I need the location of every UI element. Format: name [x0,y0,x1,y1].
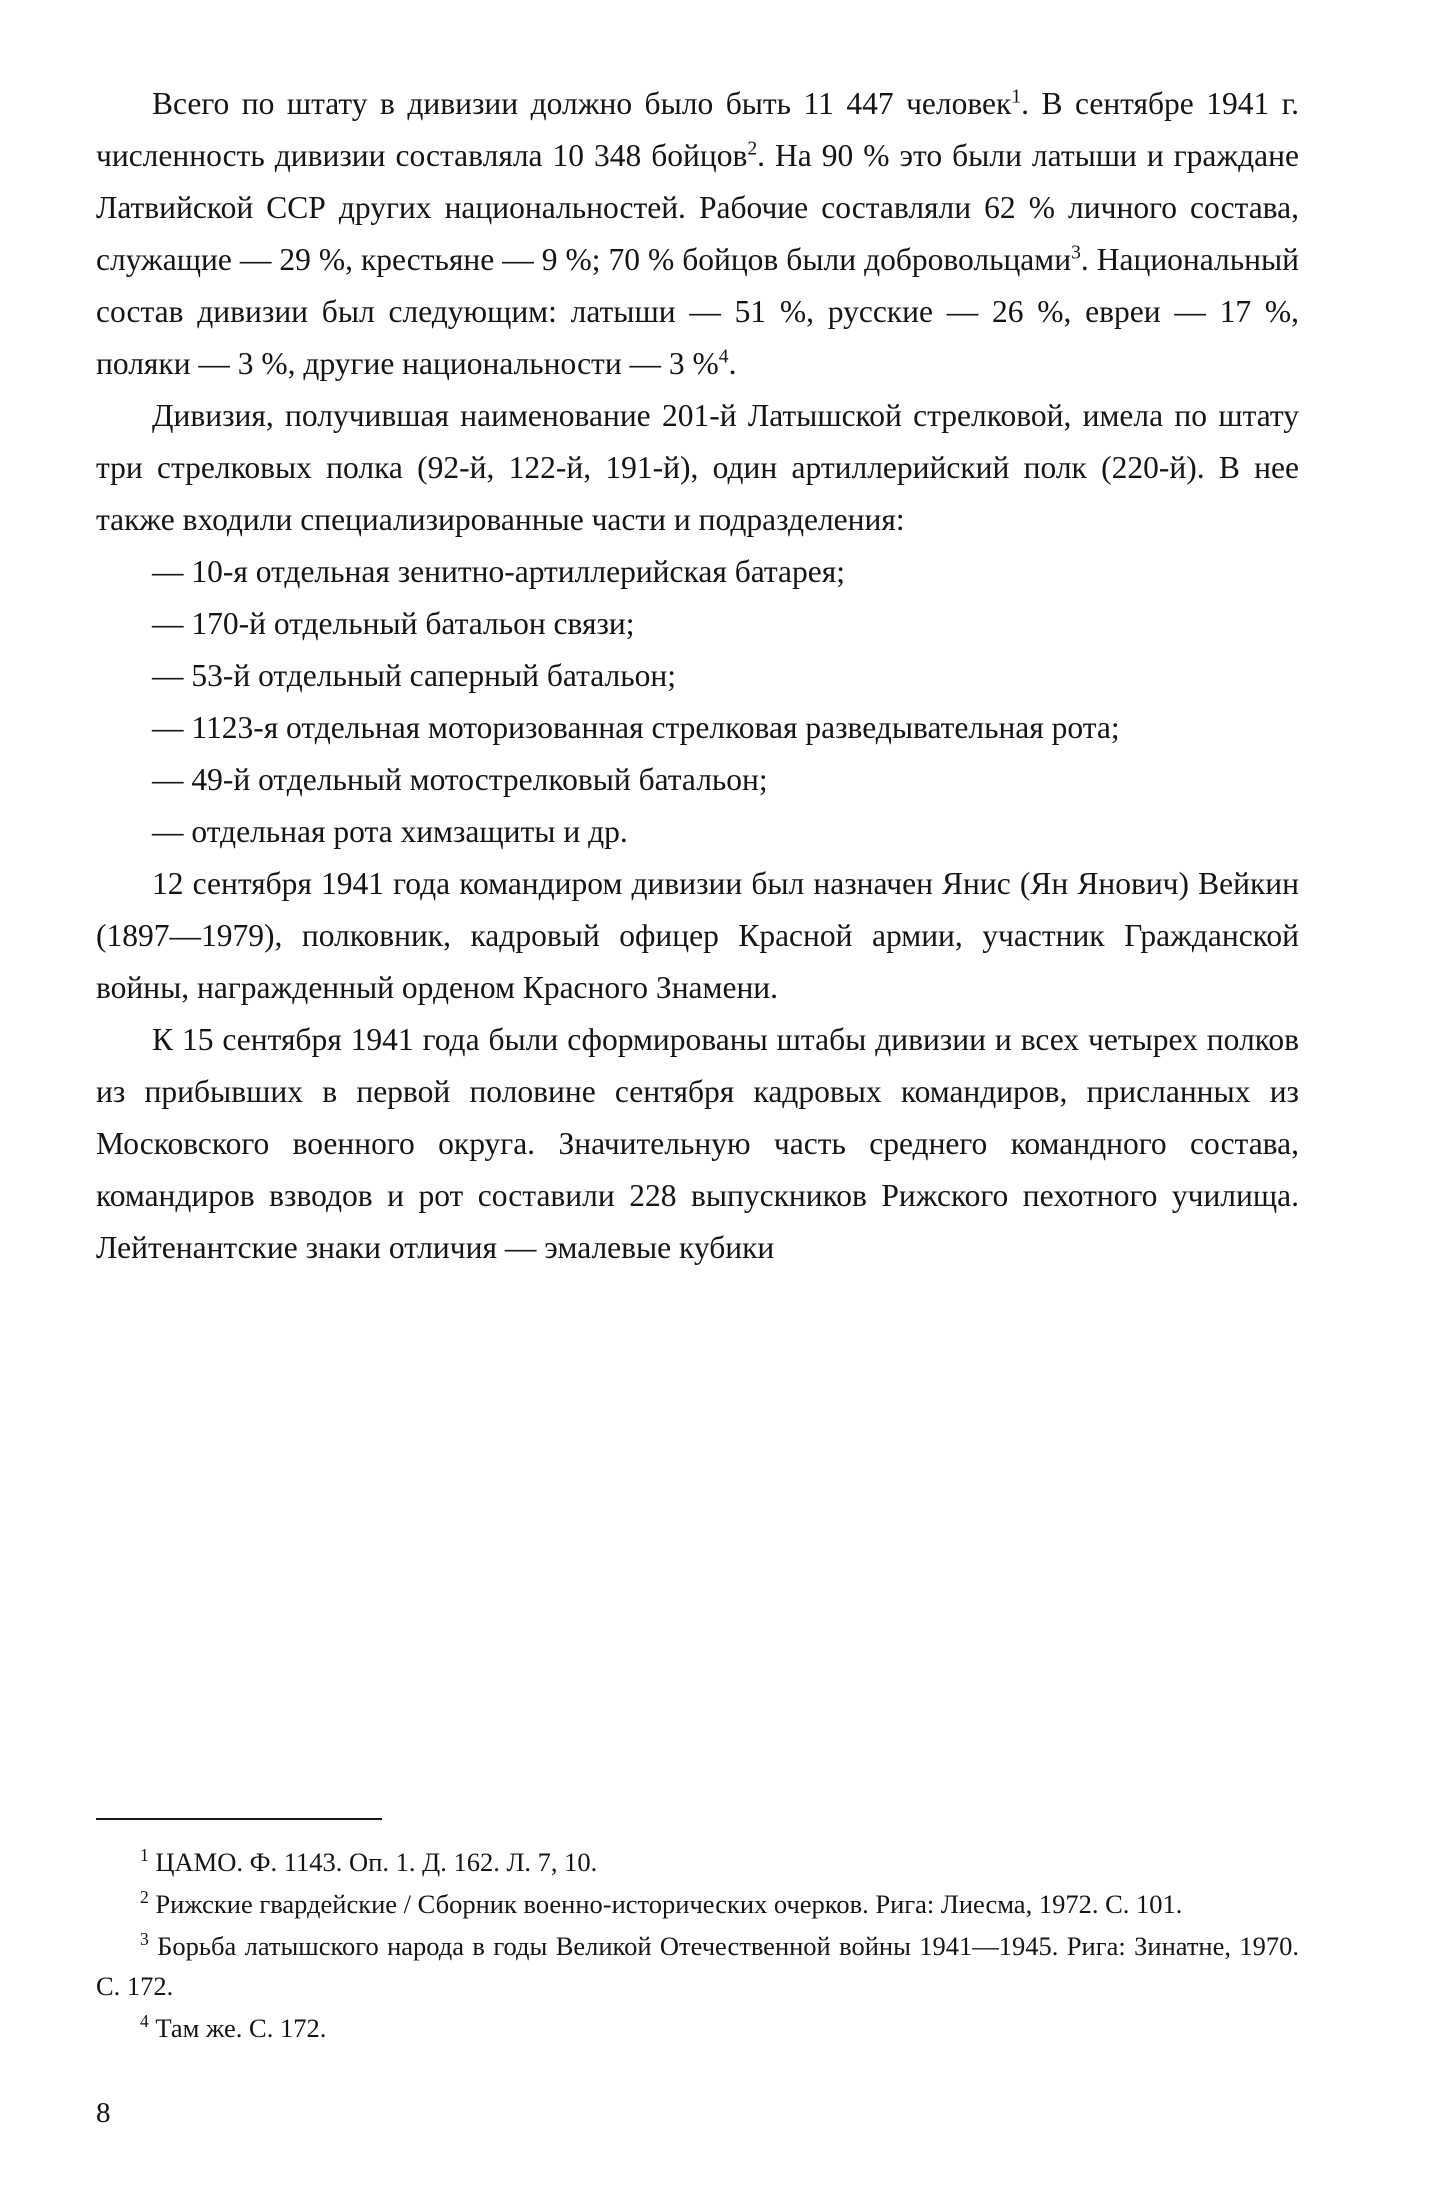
footnote-3-marker: 3 [140,1929,149,1950]
footnotes-section [96,1818,1299,2050]
list-item: — отдельная рота химзащиты и др. [152,814,628,849]
footnote-2-text: Рижские гвардейские / Сборник военно-исторических очерков. Рига: Лиесма, 1972. С. 101. [155,1889,1183,1919]
footnote-4 [96,2008,1299,2048]
footnote-1-marker: 1 [140,1845,149,1866]
list-item: — 1123-я отдельная моторизованная стрелковая разведывательная рота; [152,710,1120,745]
list-item: — 53-й отдельный саперный батальон; [152,658,676,693]
paragraph-4: К 15 сентября 1941 года были сформированы штабы дивизии и всех четырех полков из прибывших в первой половине сентября кадровых командиров, присланных из Московского военного округа. Значительную часть среднего командного состава, командиров взводов и рот составили 228 выпускников Рижского пехотного училища. Лейтенантские знаки отличия — эмалевые кубики [96,1022,1299,1265]
footnote-ref-4[interactable]: 4 [718,346,729,368]
footnote-2-marker: 2 [140,1887,149,1908]
page-body [96,78,1299,1274]
footnote-3 [96,1926,1299,2006]
list-item: — 170-й отдельный батальон связи; [152,606,635,641]
paragraph-1-text-e: . [728,346,737,381]
footnote-1-text: ЦАМО. Ф. 1143. Оп. 1. Д. 162. Л. 7, 10. [155,1847,598,1877]
footnote-2 [96,1884,1299,1924]
footnote-1 [96,1842,1299,1882]
paragraph-2: Дивизия, получившая наименование 201-й Латышской стрелковой, имела по штату три стрелковых полка (92-й, 122-й, 191-й), один артиллерийский полк (220-й). В нее также входили специализированные части и подразделения: [96,398,1299,537]
footnote-ref-3[interactable]: 3 [1071,242,1081,264]
list-item: — 10-я отдельная зенитно-артиллерийская батарея; [152,554,845,589]
footnote-ref-1[interactable]: 1 [1011,86,1022,108]
page-number: 8 [96,2097,111,2129]
footnote-separator [96,1818,382,1820]
paragraph-1-text-a: Всего по штату в дивизии должно было быть 11 447 человек [152,86,1012,121]
paragraph-1-text-d: . Национальный состав дивизии был следующим: латыши — 51 %, русские — 26 %, евреи — 17 %, поляки — 3 %, другие национальности — 3 % [96,242,1300,381]
list-item: — 49-й отдельный мотострелковый батальон; [152,762,768,797]
footnote-3-text: Борьба латышского народа в годы Великой Отечественной войны 1941—1945. Рига: Зинатне, 1970. С. 172. [96,1931,1300,2001]
paragraph-1-text-c: . На 90 % это были латыши и граждане Латвийской ССР других национальностей. Рабочие составляли 62 % личного состава, служащие — 29 %, крестьяне — 9 %; 70 % бойцов были добровольцами [96,138,1299,277]
footnote-ref-2[interactable]: 2 [747,138,758,160]
footnote-4-marker: 4 [140,2011,149,2032]
paragraph-1-text-b: . В сентябре 1941 г. численность дивизии составляла 10 348 бойцов [96,86,1299,173]
paragraph-3: 12 сентября 1941 года командиром дивизии был назначен Янис (Ян Янович) Вейкин (1897—1979), полковник, кадровый офицер Красной армии, участник Гражданской войны, награжденный орденом Красного Знамени. [96,866,1299,1005]
footnote-4-text: Там же. С. 172. [155,2013,327,2043]
paragraph-1 [96,78,1299,390]
